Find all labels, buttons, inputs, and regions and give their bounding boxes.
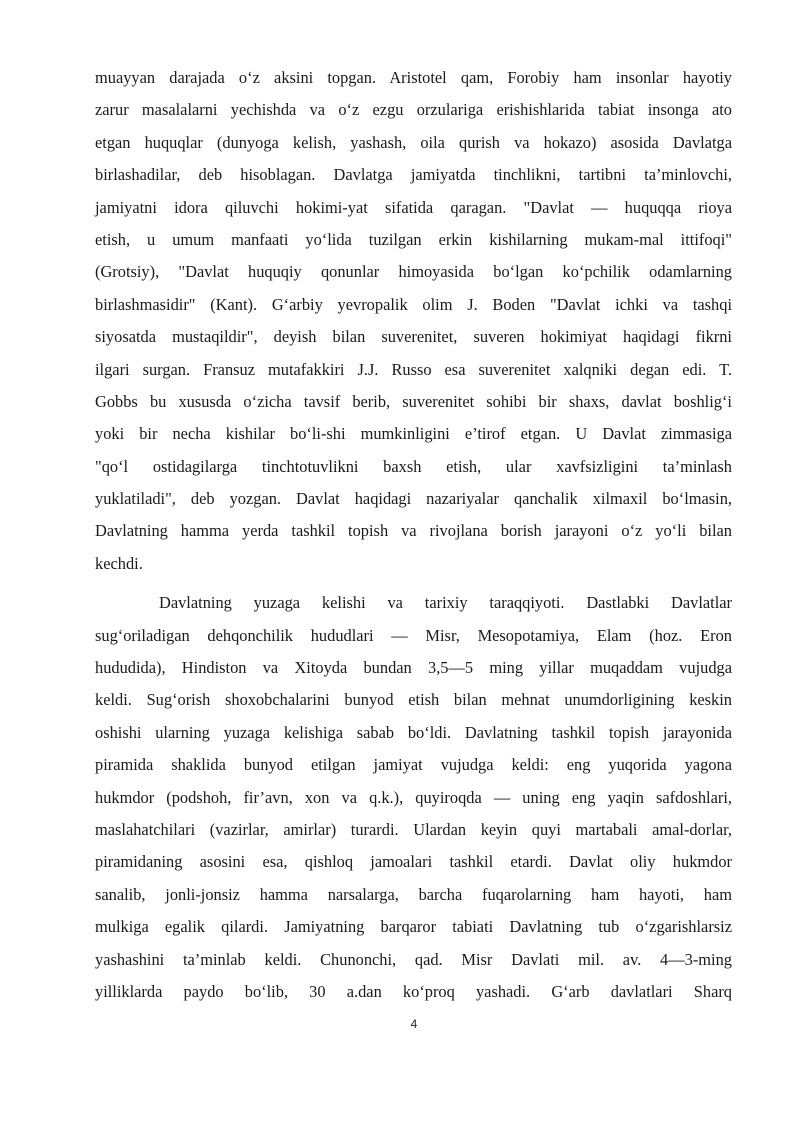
text-line: piramidaning asosini esa, qishloq jamoalari tashkil etardi. Davlat oliy hukmdor — [95, 852, 732, 872]
text-line: (Grotsiy), "Davlat huquqiy qonunlar himoyasida bo‘lgan ko‘pchilik odamlarning — [95, 262, 732, 282]
text-line: etgan huquqlar (dunyoga kelish, yashash, oila qurish va hokazo) asosida Davlatga — [95, 132, 732, 152]
text-line: yoki bir necha kishilar bo‘li-shi mumkinligini e’tirof etgan. U Davlat zimmasiga — [95, 424, 732, 444]
text-line: yilliklarda paydo bo‘lib, 30 a.dan ko‘proq yashadi. G‘arb davlatlari Sharq — [95, 981, 732, 1001]
text-line: siyosatda mustaqildir", deyish bilan suverenitet, suveren hokimiyat haqidagi fikrni — [95, 327, 732, 347]
text-line: Davlatning yuzaga kelishi va tarixiy taraqqiyoti. Dastlabki Davlatlar — [159, 593, 732, 613]
text-line: sug‘oriladigan dehqonchilik hududlari — Misr, Mesopotamiya, Elam (hoz. Eron — [95, 625, 732, 645]
text-line: birlashmasidir" (Kant). G‘arbiy yevropalik olim J. Boden "Davlat ichki va tashqi — [95, 294, 732, 314]
text-line: yuklatiladi", deb yozgan. Davlat haqidagi nazariyalar qanchalik xilmaxil bo‘lmasin, — [95, 489, 732, 509]
text-line: etish, u umum manfaati yo‘lida tuzilgan erkin kishilarning mukam-mal ittifoqi" — [95, 229, 732, 249]
text-line: oshishi ularning yuzaga kelishiga sabab bo‘ldi. Davlatning tashkil topish jarayonida — [95, 722, 732, 742]
text-line: Davlatning hamma yerda tashkil topish va rivojlana borish jarayoni o‘z yo‘li bilan — [95, 521, 732, 541]
paragraph-2 — [95, 587, 732, 1008]
paragraph-1 — [95, 62, 732, 580]
page-number: 4 — [410, 1017, 418, 1031]
text-line: maslahatchilari (vazirlar, amirlar) turardi. Ulardan keyin quyi martabali amal-dorlar, — [95, 819, 732, 839]
text-line: yashashini ta’minlab keldi. Chunonchi, qad. Misr Davlati mil. av. 4—3-ming — [95, 949, 732, 969]
text-line: piramida shaklida bunyod etilgan jamiyat vujudga keldi: eng yuqorida yagona — [95, 755, 732, 775]
paragraph-spacing — [95, 580, 732, 587]
text-line: kechdi. — [95, 553, 143, 573]
text-line: birlashadilar, deb hisoblagan. Davlatga jamiyatda tinchlikni, tartibni ta’minlovchi, — [95, 165, 732, 185]
document-body — [95, 62, 732, 1008]
text-line: hududida), Hindiston va Xitoyda bundan 3,5—5 ming yillar muqaddam vujudga — [95, 658, 732, 678]
text-line: muayyan darajada o‘z aksini topgan. Aristotel qam, Forobiy ham insonlar hayotiy — [95, 68, 732, 87]
text-line: Gobbs bu xususda o‘zicha tavsif berib, suverenitet sohibi bir shaxs, davlat boshlig‘i — [95, 391, 732, 411]
text-line: ilgari surgan. Fransuz mutafakkiri J.J. Russo esa suverenitet xalqniki degan edi. T. — [95, 359, 732, 379]
text-line: sanalib, jonli-jonsiz hamma narsalarga, barcha fuqarolarning ham hayoti, ham — [95, 884, 732, 904]
text-line: mulkiga egalik qilardi. Jamiyatning barqaror tabiati Davlatning tub o‘zgarishlarsiz — [95, 917, 732, 937]
text-line: keldi. Sug‘orish shoxobchalarini bunyod etish bilan mehnat unumdorligining keskin — [95, 690, 732, 710]
text-line: "qo‘l ostidagilarga tinchtotuvlikni baxsh etish, ular xavfsizligini ta’minlash — [95, 456, 732, 476]
text-line: hukmdor (podshoh, fir’avn, xon va q.k.), quyiroqda — uning eng yaqin safdoshlari, — [95, 787, 732, 807]
text-line: zarur masalalarni yechishda va o‘z ezgu orzulariga erishishlarida tabiat insonga ato — [95, 100, 732, 120]
text-line: jamiyatni idora qiluvchi hokimi-yat sifatida qaragan. "Davlat — huquqqa rioya — [95, 197, 732, 217]
